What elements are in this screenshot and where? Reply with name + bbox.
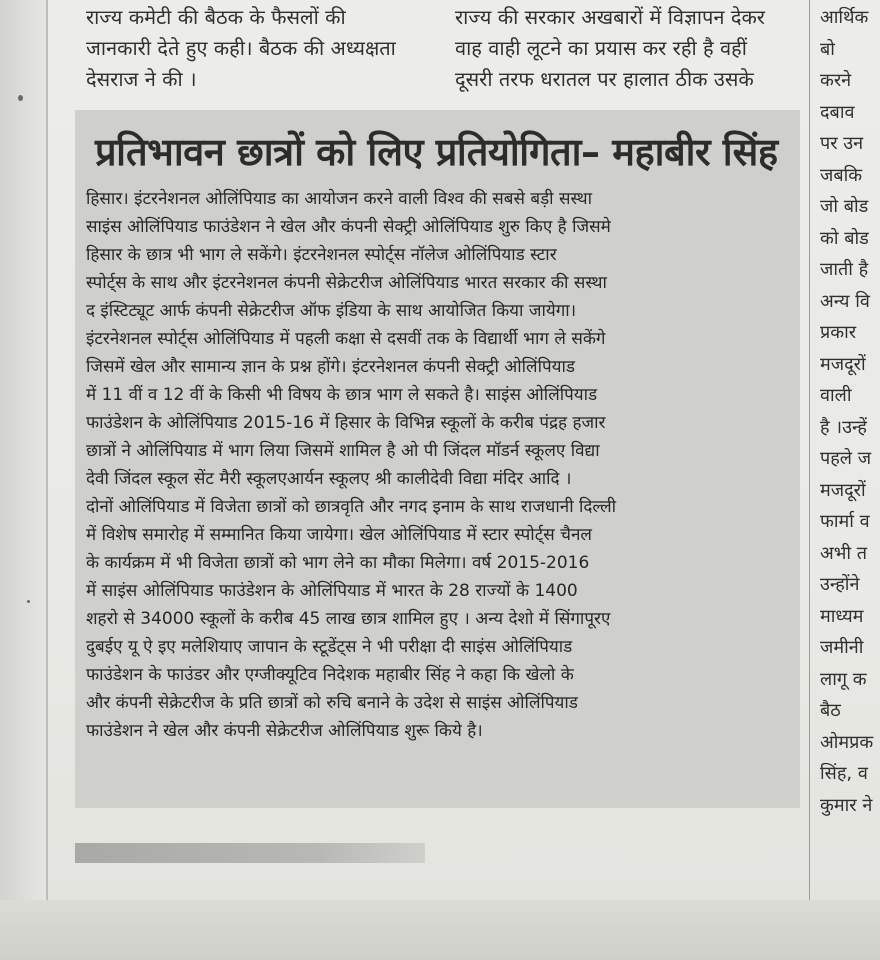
- column-text-line: ओमप्रक: [820, 731, 874, 753]
- column-text-line: उन्होंने: [820, 574, 860, 595]
- fold-line: [46, 0, 48, 900]
- column-text-line: फार्मा व: [820, 511, 870, 532]
- column-text-line: जो बोड: [820, 196, 869, 217]
- column-text-line: देसराज ने की ।: [86, 67, 197, 91]
- article-body-line: स्पोर्ट्स के साथ और इंटरनेशनल कंपनी सेक्रेटरीज ओलिंपियाड भारत सरकार की सस्था: [86, 273, 607, 293]
- column-text-line: अन्य वि: [820, 290, 870, 312]
- column-text-line: कुमार ने: [820, 794, 873, 816]
- article-body-line: और कंपनी सेक्रेटरीज के प्रति छात्रों को रुचि बनाने के उदेश से साइंस ओलिंपियाड: [86, 693, 578, 713]
- column-divider: [809, 0, 810, 900]
- column-text-line: दबाव: [820, 101, 855, 123]
- column-text-line: अभी त: [820, 542, 868, 564]
- article-body-line: दुबईए यू ऐ इए मलेशियाए जापान के स्टूडेंट्स ने भी परीक्षा दी साइंस ओलिंपियाड: [86, 637, 573, 657]
- print-speck: [18, 95, 23, 101]
- column-text-line: है ।उन्हें: [820, 416, 867, 438]
- article-body-line: के कार्यक्रम में भी विजेता छात्रों को भाग लेने का मौका मिलेगा। वर्ष 2015-2016: [86, 553, 590, 573]
- column-text-line: मजदूरों: [820, 479, 866, 501]
- article-body-line: में विशेष समारोह में सम्मानित किया जायेगा। खेल ओलिंपियाड में स्टार स्पोर्ट्स चैनल: [86, 525, 592, 545]
- column-text-line: लागू क: [820, 668, 867, 690]
- column-text-line: दूसरी तरफ धरातल पर हालात ठीक उसके: [455, 67, 754, 91]
- article-body-line: दोनों ओलिंपियाड में विजेता छात्रों को छात्रवृति और नगद इनाम के साथ राजधानी दिल्ली: [86, 497, 617, 517]
- column-text-line: पर उन: [820, 133, 864, 154]
- column-text-line: जबकि: [820, 164, 863, 186]
- article-body-line: जिसमें खेल और सामान्य ज्ञान के प्रश्न होंगे। इंटरनेशनल कंपनी सेक्ट्री ओलिंपियाड: [86, 357, 575, 377]
- article-body-line: में 11 वीं व 12 वीं के किसी भी विषय के छात्र भाग ले सकते है। साइंस ओलिंपियाड: [86, 385, 598, 405]
- article-body-line: शहरो से 34000 स्कूलों के करीब 45 लाख छात्र शामिल हुए । अन्य देशो में सिंगापूरए: [86, 609, 611, 629]
- column-text-line: को बोड: [820, 227, 869, 249]
- column-text-line: जानकारी देते हुए कही। बैठक की अध्यक्षता: [86, 36, 396, 60]
- article-body-line: द इंस्टिट्यूट आर्फ कंपनी सेक्रेटरीज ऑफ इंडिया के साथ आयोजित किया जायेगा।: [86, 301, 577, 321]
- column-text-line: जमीनी: [820, 637, 864, 658]
- previous-article-column-left: [86, 2, 446, 95]
- column-text-line: प्रकार: [820, 322, 857, 343]
- column-text-line: बैठ: [820, 700, 841, 721]
- column-text-line: वाली: [820, 385, 852, 406]
- article-body: [86, 185, 802, 745]
- column-text-line: वाह वाही लूटने का प्रयास कर रही है वहीं: [455, 36, 747, 60]
- article-body-line: फाउंडेशन के ओलिंपियाड 2015-16 में हिसार के विभिन्न स्कूलों के करीब पंद्रह हजार: [86, 413, 606, 433]
- scan-bottom-edge: [0, 900, 880, 960]
- column-text-line: राज्य की सरकार अखबारों में विज्ञापन देकर: [455, 5, 765, 29]
- article-body-line: में साइंस ओलिंपियाड फाउंडेशन के ओलिंपियाड में भारत के 28 राज्यों के 1400: [86, 581, 578, 601]
- previous-article-column-middle: [455, 2, 807, 95]
- adjacent-article-column-right: [820, 2, 880, 821]
- article-body-line: इंटरनेशनल स्पोर्ट्स ओलिंपियाड में पहली कक्षा से दसवीं तक के विद्यार्थी भाग ले सकेंगे: [86, 329, 606, 349]
- article-body-line: हिसार के छात्र भी भाग ले सकेंगे। इंटरनेशनल स्पोर्ट्स नॉलेज ओलिंपियाड स्टार: [86, 245, 557, 265]
- decorative-bar: [75, 843, 425, 863]
- article-body-line: हिसार। इंटरनेशनल ओलिंपियाड का आयोजन करने वाली विश्व की सबसे बड़ी सस्था: [86, 189, 593, 209]
- article-body-line: देवी जिंदल स्कूल सेंट मैरी स्कूलएआर्यन स्कूलए श्री कालीदेवी विद्या मंदिर आदि ।: [86, 469, 572, 489]
- article-body-line: फाउंडेशन ने खेल और कंपनी सेक्रेटरीज ओलिंपियाड शुरू किये है।: [86, 721, 483, 741]
- print-speck: [27, 600, 30, 603]
- article-headline: प्रतिभावन छात्रों को लिए प्रतियोगिता– महाबीर सिंह: [95, 130, 778, 174]
- column-text-line: सिंह, व: [820, 763, 868, 784]
- column-text-line: माध्यम: [820, 605, 864, 627]
- article-body-line: छात्रों ने ओलिंपियाड में भाग लिया जिसमें शामिल है ओ पी जिंदल मॉडर्न स्कूलए विद्या: [86, 441, 600, 461]
- column-text-line: राज्य कमेटी की बैठक के फैसलों की: [86, 5, 346, 29]
- page-margin: [0, 0, 48, 960]
- column-text-line: आर्थिक: [820, 7, 869, 28]
- column-text-line: पहले ज: [820, 448, 872, 469]
- column-text-line: करने: [820, 70, 852, 91]
- column-text-line: जाती है: [820, 259, 869, 280]
- article-body-line: साइंस ओलिंपियाड फाउंडेशन ने खेल और कंपनी सेक्ट्री ओलिंपियाड शुरु किए है जिसमे: [86, 217, 611, 237]
- column-text-line: बो: [820, 38, 835, 60]
- column-text-line: मजदूरों: [820, 353, 866, 375]
- article-body-line: फाउंडेशन के फाउंडर और एग्जीक्यूटिव निदेशक महाबीर सिंह ने कहा कि खेलो के: [86, 665, 574, 685]
